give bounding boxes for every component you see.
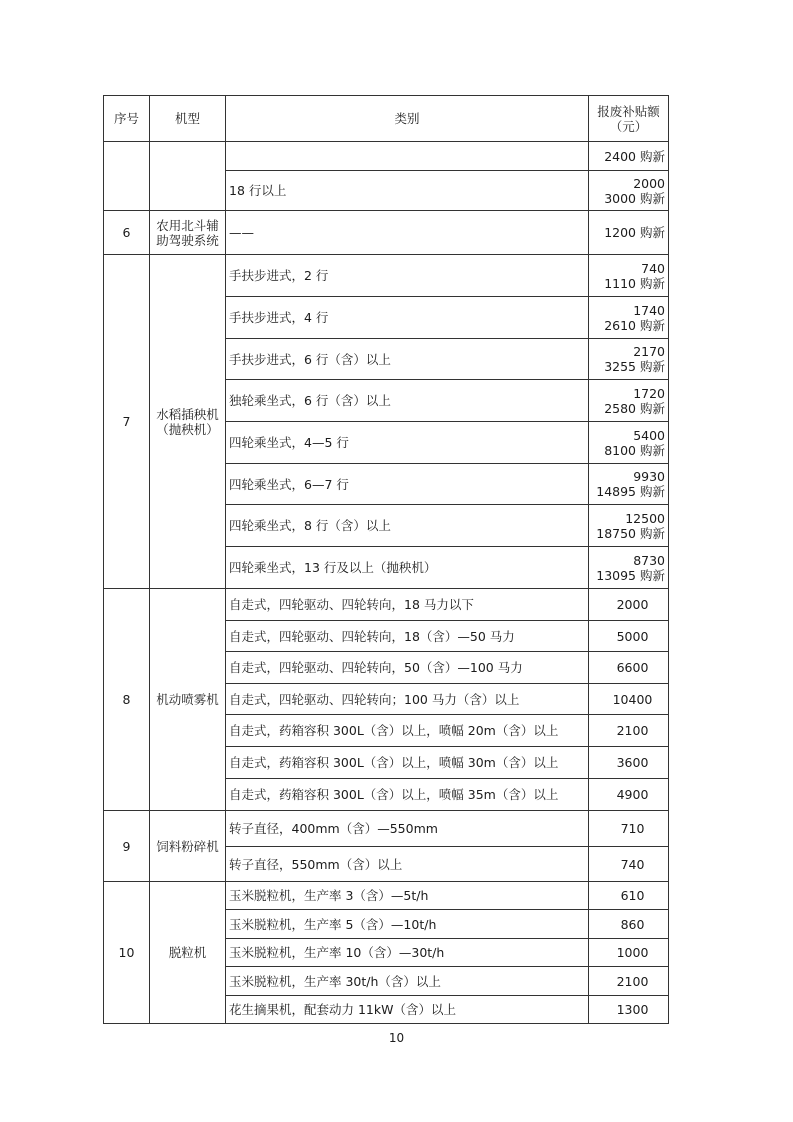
amount-value: 3000 购新: [604, 190, 665, 206]
category-cell: 自走式，四轮驱动、四轮转向，18（含）—50 马力: [226, 621, 589, 652]
amount-value: 10400: [612, 691, 653, 707]
row-number: 10: [104, 882, 150, 1024]
amount-cell: [589, 255, 669, 297]
amount-cell: [589, 684, 669, 715]
amount-cell: [589, 171, 669, 211]
amount-value: 8100 购新: [604, 442, 665, 458]
amount-value: 1740: [633, 302, 665, 318]
category-cell: 18 行以上: [226, 171, 589, 211]
amount-value: 2100: [616, 973, 649, 989]
amount-value: 12500: [625, 510, 665, 526]
table-body: [104, 142, 669, 1024]
amount-cell: [589, 910, 669, 939]
machine-model: [150, 142, 226, 211]
category-cell: 自走式，药箱容积 300L（含）以上，喷幅 20m（含）以上: [226, 715, 589, 747]
amount-cell: [589, 380, 669, 422]
amount-value: 3255 购新: [604, 359, 665, 374]
table-row: [104, 142, 669, 171]
amount-cell: [589, 715, 669, 747]
amount-value: 1000: [616, 945, 649, 960]
header-no: 序号: [104, 96, 150, 142]
amount-value: 2170: [633, 344, 665, 359]
header-category: 类别: [226, 96, 589, 142]
amount-value: 2610 购新: [604, 317, 665, 333]
category-cell: 独轮乘坐式，6 行（含）以上: [226, 380, 589, 422]
amount-value: 9930: [633, 469, 665, 484]
row-number: 9: [104, 811, 150, 882]
amount-cell: [589, 652, 669, 684]
amount-cell: [589, 882, 669, 910]
amount-value: 1720: [633, 385, 665, 401]
category-cell: 玉米脱粒机，生产率 5（含）—10t/h: [226, 910, 589, 939]
category-cell: 四轮乘坐式，4—5 行: [226, 422, 589, 464]
table-row: [104, 589, 669, 621]
machine-model: 脱粒机: [150, 882, 226, 1024]
table-row: [104, 255, 669, 297]
category-cell: 玉米脱粒机，生产率 30t/h（含）以上: [226, 967, 589, 996]
category-cell: 四轮乘坐式，6—7 行: [226, 464, 589, 505]
row-number: 6: [104, 211, 150, 255]
amount-cell: [589, 967, 669, 996]
row-number: 7: [104, 255, 150, 589]
machine-model: 水稻插秧机（抛秧机）: [150, 255, 226, 589]
amount-value: 6600: [616, 660, 649, 675]
category-cell: 手扶步进式，4 行: [226, 297, 589, 339]
category-cell: 转子直径，550mm（含）以上: [226, 847, 589, 882]
amount-value: 5400: [633, 427, 665, 443]
amount-value: 1110 购新: [604, 275, 665, 291]
category-cell: 转子直径，400mm（含）—550mm: [226, 811, 589, 847]
amount-cell: [589, 996, 669, 1024]
category-cell: [226, 142, 589, 171]
amount-value: 2000: [616, 597, 649, 612]
amount-cell: [589, 939, 669, 967]
amount-value: 13095 购新: [596, 567, 665, 583]
amount-cell: [589, 297, 669, 339]
amount-value: 2400 购新: [604, 148, 665, 164]
amount-cell: [589, 422, 669, 464]
machine-model: 饲料粉碎机: [150, 811, 226, 882]
amount-value: 8730: [633, 552, 665, 568]
table-header-row: [104, 96, 669, 142]
amount-cell: [589, 142, 669, 171]
amount-cell: [589, 747, 669, 779]
amount-cell: [589, 211, 669, 255]
amount-cell: [589, 621, 669, 652]
amount-cell: [589, 811, 669, 847]
category-cell: 四轮乘坐式，8 行（含）以上: [226, 505, 589, 547]
table-row: [104, 211, 669, 255]
amount-value: 18750 购新: [596, 525, 665, 541]
amount-cell: [589, 464, 669, 505]
row-number: [104, 142, 150, 211]
category-cell: 四轮乘坐式，13 行及以上（抛秧机）: [226, 547, 589, 589]
amount-value: 5000: [616, 628, 649, 644]
amount-cell: [589, 339, 669, 380]
category-cell: 自走式，四轮驱动、四轮转向，18 马力以下: [226, 589, 589, 621]
amount-cell: [589, 847, 669, 882]
category-cell: 自走式，药箱容积 300L（含）以上，喷幅 35m（含）以上: [226, 779, 589, 811]
amount-value: 3600: [616, 755, 649, 770]
amount-value: 1300: [616, 1002, 649, 1017]
category-cell: ——: [226, 211, 589, 255]
category-cell: 玉米脱粒机，生产率 3（含）—5t/h: [226, 882, 589, 910]
amount-value: 860: [620, 916, 645, 932]
amount-cell: [589, 589, 669, 621]
category-cell: 手扶步进式，6 行（含）以上: [226, 339, 589, 380]
category-cell: 自走式，四轮驱动、四轮转向；100 马力（含）以上: [226, 684, 589, 715]
category-cell: 花生摘果机，配套动力 11kW（含）以上: [226, 996, 589, 1024]
amount-cell: [589, 779, 669, 811]
subsidy-table: [103, 95, 669, 1024]
amount-value: 4900: [616, 787, 649, 802]
amount-value: 2580 购新: [604, 400, 665, 416]
amount-cell: [589, 505, 669, 547]
machine-model: 农用北斗辅助驾驶系统: [150, 211, 226, 255]
amount-value: 610: [620, 888, 645, 903]
amount-value: 710: [620, 821, 645, 836]
header-model: 机型: [150, 96, 226, 142]
row-number: 8: [104, 589, 150, 811]
category-cell: 手扶步进式，2 行: [226, 255, 589, 297]
amount-value: 2100: [616, 723, 649, 738]
category-cell: 自走式，四轮驱动、四轮转向，50（含）—100 马力: [226, 652, 589, 684]
category-cell: 玉米脱粒机，生产率 10（含）—30t/h: [226, 939, 589, 967]
amount-value: 1200 购新: [604, 225, 665, 240]
machine-model: 机动喷雾机: [150, 589, 226, 811]
category-cell: 自走式，药箱容积 300L（含）以上，喷幅 30m（含）以上: [226, 747, 589, 779]
amount-value: 2000: [633, 175, 665, 191]
amount-value: 740: [620, 856, 645, 872]
page-number: 10: [388, 1031, 405, 1045]
amount-value: 740: [641, 260, 665, 276]
amount-value: 14895 购新: [596, 484, 665, 499]
amount-cell: [589, 547, 669, 589]
table-row: [104, 811, 669, 847]
header-amount: 报废补贴额（元）: [589, 96, 669, 142]
table-row: [104, 882, 669, 910]
